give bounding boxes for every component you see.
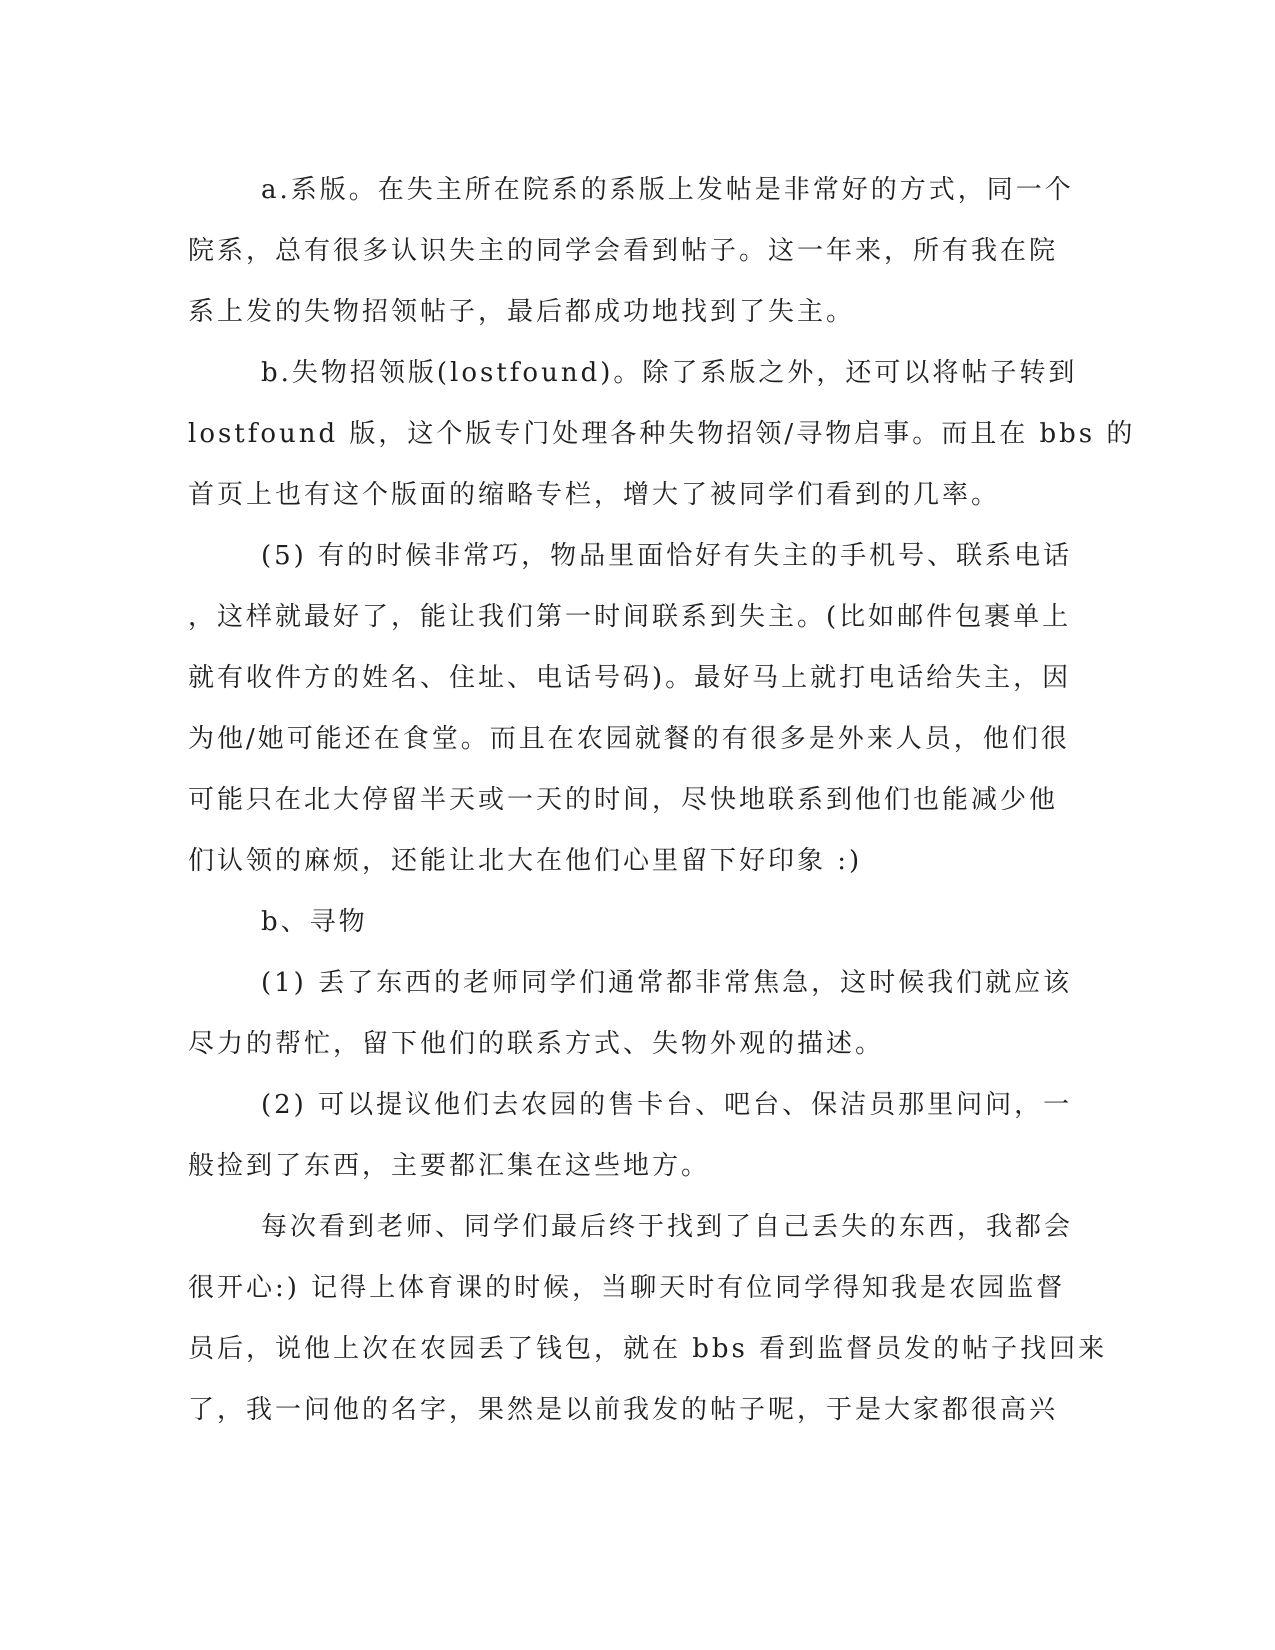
paragraph-line: 首页上也有这个版面的缩略专栏，增大了被同学们看到的几率。 [188,480,1001,510]
paragraph-line: ，这样就最好了，能让我们第一时间联系到失主。(比如邮件包裹单上 [188,602,1072,632]
paragraph-line: 尽力的帮忙，留下他们的联系方式、失物外观的描述。 [188,1029,885,1059]
paragraph-line: 为他/她可能还在食堂。而且在农园就餐的有很多是外来人员，他们很 [188,724,1070,754]
paragraph-line: (1) 丢了东西的老师同学们通常都非常焦急，这时候我们就应该 [261,968,1073,998]
document-body [188,160,1136,1441]
paragraph-line: 了，我一问他的名字，果然是以前我发的帖子呢，于是大家都很高兴 [188,1395,1059,1425]
paragraph-line: 般捡到了东西，主要都汇集在这些地方。 [188,1151,711,1181]
paragraph-line: 院系，总有很多认识失主的同学会看到帖子。这一年来，所有我在院 [188,236,1059,266]
paragraph-line: 系上发的失物招领帖子，最后都成功地找到了失主。 [188,297,856,327]
paragraph-line: 们认领的麻烦，还能让北大在他们心里留下好印象 :) [188,846,863,876]
paragraph-line: b.失物招领版(lostfound)。除了系版之外，还可以将帖子转到 [261,358,1078,388]
paragraph-line: 就有收件方的姓名、住址、电话号码)。最好马上就打电话给失主，因 [188,663,1072,693]
paragraph-line: 可能只在北大停留半天或一天的时间，尽快地联系到他们也能减少他 [188,785,1059,815]
paragraph-line: 很开心:) 记得上体育课的时候，当聊天时有位同学得知我是农园监督 [188,1273,1066,1303]
paragraph-line: lostfound 版，这个版专门处理各种失物招领/寻物启事。而且在 bbs 的 [188,419,1136,449]
paragraph-line: a.系版。在失主所在院系的系版上发帖是非常好的方式，同一个 [261,175,1074,205]
paragraph-line: 每次看到老师、同学们最后终于找到了自己丢失的东西，我都会 [261,1212,1074,1242]
paragraph-line: 员后，说他上次在农园丢了钱包，就在 bbs 看到监督员发的帖子找回来 [188,1334,1108,1364]
section-heading: b、寻物 [261,907,368,937]
paragraph-line: (5) 有的时候非常巧，物品里面恰好有失主的手机号、联系电话 [261,541,1073,571]
paragraph-line: (2) 可以提议他们去农园的售卡台、吧台、保洁员那里问问，一 [261,1090,1073,1120]
